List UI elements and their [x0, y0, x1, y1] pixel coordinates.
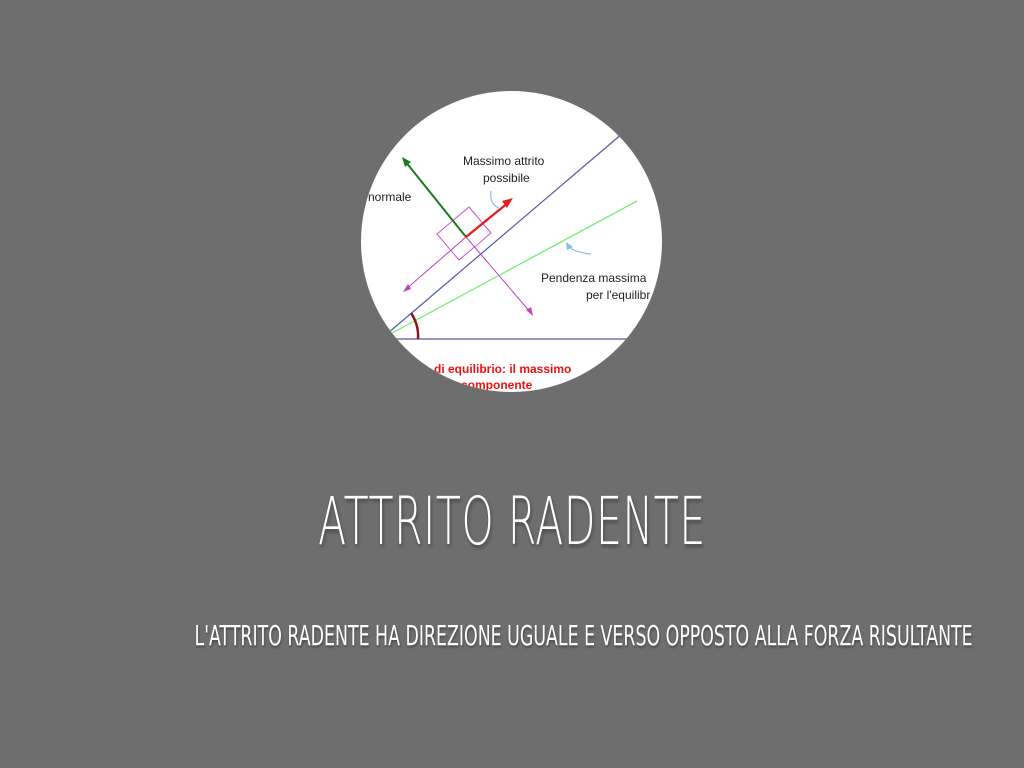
label-pendenza-line2: per l'equilibr — [586, 288, 651, 302]
incline-diagram — [361, 91, 662, 392]
angle-arc — [411, 313, 418, 339]
parallel-component-line — [405, 237, 466, 290]
callout-massimo — [491, 191, 499, 208]
label-normale: normale — [368, 190, 412, 204]
perpendicular-component-line — [466, 237, 531, 313]
caption-line1: di equilibrio: il massimo — [434, 362, 572, 376]
label-massimo-line2: possibile — [483, 171, 530, 185]
label-pendenza-line1: Pendenza massima — [541, 271, 647, 285]
friction-force-arrow — [466, 202, 509, 237]
slide-title: ATTRITO RADENTE — [318, 483, 706, 560]
label-massimo-line1: Massimo attrito — [463, 154, 545, 168]
slide-subtitle: L'ATTRITO RADENTE HA DIREZIONE UGUALE E VERSO OPPOSTO ALLA FORZA RISULTANTE — [194, 619, 973, 652]
diagram-image — [361, 91, 662, 392]
max-slope-line — [381, 201, 637, 339]
normal-force-arrow — [405, 161, 466, 237]
caption-line2: componente — [461, 378, 533, 392]
